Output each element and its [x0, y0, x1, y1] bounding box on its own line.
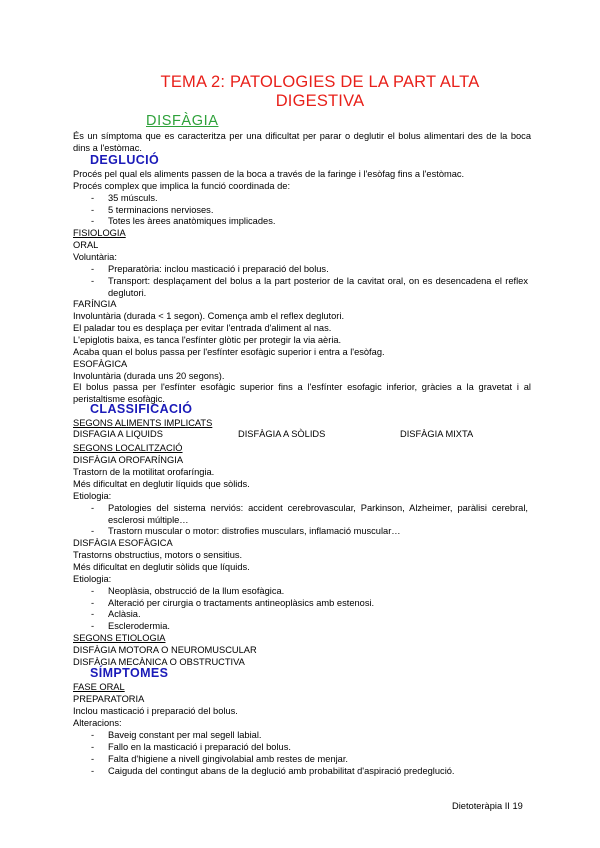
list-item: Preparatòria: inclou masticació i preparació del bolus. — [108, 264, 329, 274]
list-item: Neoplàsia, obstrucció de la llum esofàgica. — [108, 586, 285, 596]
disfagia-esofagica: DISFÀGIA ESOFÀGICA — [73, 538, 173, 548]
voluntaria-label: Voluntària: — [73, 252, 117, 262]
bullet: - — [91, 526, 95, 536]
faringia-line: Involuntària (durada < 1 segon). Comença amb el reflex deglutori. — [73, 311, 345, 321]
bullet: - — [91, 609, 95, 619]
esofagica-trastorns: Trastorns obstructius, motors o sensitius. — [73, 550, 243, 560]
list-item: Baveig constant per mal segell labial. — [108, 730, 262, 740]
fase-oral-subheading: FASE ORAL — [73, 682, 125, 692]
segons-localitzacio-subheading: SEGONS LOCALITZACIÓ — [73, 443, 183, 453]
page-title — [150, 73, 490, 111]
bullet: - — [91, 586, 95, 596]
faringia-line: L'epiglotis baixa, es tanca l'esfínter glòtic per protegir la via aèria. — [73, 335, 342, 345]
list-item: Transport: desplaçament del bolus a la part posterior de la cavitat oral, on es desencadena el reflex deglutori. — [108, 276, 528, 298]
list-item: Trastorn muscular o motor: distrofies musculars, inflamació muscular… — [108, 526, 401, 536]
etiologia-label: Etiologia: — [73, 574, 112, 584]
bullet: - — [91, 730, 95, 740]
bullet: - — [91, 205, 95, 215]
orofaringia-line: Trastorn de la motilitat orofaríngia. — [73, 467, 215, 477]
list-item: Fallo en la masticació i preparació del bolus. — [108, 742, 291, 752]
page-footer: Dietoteràpia II 19 — [452, 801, 523, 811]
bullet: - — [91, 754, 95, 764]
list-item: Caiguda del contingut abans de la deglució amb probabilitat d'aspiració predeglució. — [108, 766, 455, 776]
list-item: Falta d'higiene a nivell gingivolabial amb restes de menjar. — [108, 754, 349, 764]
disfagia-mixta: DISFÀGIA MIXTA — [400, 429, 474, 439]
esofagica-line: Involuntària (durada uns 20 segons). — [73, 371, 225, 381]
esofagica-dificultat: Més dificultat en deglutir sòlids que líquids. — [73, 562, 250, 572]
deglucio-complex: Procés complex que implica la funció coordinada de: — [73, 181, 291, 191]
segons-aliments-subheading: SEGONS ALIMENTS IMPLICATS — [73, 418, 213, 428]
alteracions-label: Alteracions: — [73, 718, 122, 728]
disfagia-motora: DISFÀGIA MOTORA O NEUROMUSCULAR — [73, 645, 257, 655]
faringia-line: Acaba quan el bolus passa per l'esfínter esofàgic superior i entra a l'esòfag. — [73, 347, 385, 357]
list-item: Totes les àrees anatòmiques implicades. — [108, 216, 276, 226]
disfagia-orofaringia: DISFÀGIA OROFARÍNGIA — [73, 455, 184, 465]
bullet: - — [91, 598, 95, 608]
bullet: - — [91, 742, 95, 752]
bullet: - — [91, 264, 95, 274]
deglucio-definition: Procés pel qual els aliments passen de la boca a través de la faringe i l'esòfag fins a l'estòmac. — [73, 169, 465, 179]
faringia-line: El paladar tou es desplaça per evitar l'entrada d'aliment al nas. — [73, 323, 332, 333]
bullet: - — [91, 621, 95, 631]
disfagia-solids: DISFÀGIA A SÒLIDS — [238, 429, 326, 439]
disfagia-liquids: DISFAGIA A LIQUIDS — [73, 429, 163, 439]
preparatoria-line: Inclou masticació i preparació del bolus. — [73, 706, 238, 716]
oral-label: ORAL — [73, 240, 99, 250]
fisiologia-subheading: FISIOLOGIA — [73, 228, 126, 238]
title-line-2: DIGESTIVA — [275, 92, 365, 110]
deglucio-heading: DEGLUCIÓ — [90, 153, 160, 167]
list-item: Esclerodermia. — [108, 621, 171, 631]
bullet: - — [91, 193, 95, 203]
bullet: - — [91, 503, 95, 513]
bullet: - — [91, 276, 95, 286]
segons-etiologia-subheading: SEGONS ETIOLOGIA — [73, 633, 166, 643]
list-item: Patologies del sistema nerviós: accident cerebrovascular, Parkinson, Alzheimer, paràlisi cerebral, esclerosi múltiple… — [108, 503, 528, 525]
list-item: Alteració per cirurgia o tractaments antineoplàsics amb estenosi. — [108, 598, 375, 608]
list-item: Aclàsia. — [108, 609, 141, 619]
list-item: 5 terminacions nervioses. — [108, 205, 214, 215]
faringia-label: FARÍNGIA — [73, 299, 117, 309]
simptomes-heading: SÍMPTOMES — [90, 666, 169, 680]
bullet: - — [91, 216, 95, 226]
disfagia-definition: És un símptoma que es caracteritza per una dificultat per parar o deglutir el bolus alimentari des de la boca dins a l'estòmac. — [73, 131, 531, 153]
preparatoria-label: PREPARATORIA — [73, 694, 145, 704]
list-item: 35 músculs. — [108, 193, 158, 203]
classificacio-heading: CLASSIFICACIÓ — [90, 402, 193, 416]
orofaringia-line: Més dificultat en deglutir líquids que sòlids. — [73, 479, 250, 489]
title-line-1: TEMA 2: PATOLOGIES DE LA PART ALTA — [160, 73, 480, 91]
esofagica-line: El bolus passa per l'esfínter esofàgic superior fins a l'esfínter esofagic inferior, gràcies a la gravetat i al peristaltisme esofàgic. — [73, 382, 531, 404]
disfagia-mecanica: DISFÀGIA MECÀNICA O OBSTRUCTIVA — [73, 657, 245, 667]
esofagica-label: ESOFÀGICA — [73, 359, 128, 369]
bullet: - — [91, 766, 95, 776]
disfagia-heading: DISFÀGIA — [146, 113, 219, 129]
etiologia-label: Etiologia: — [73, 491, 112, 501]
